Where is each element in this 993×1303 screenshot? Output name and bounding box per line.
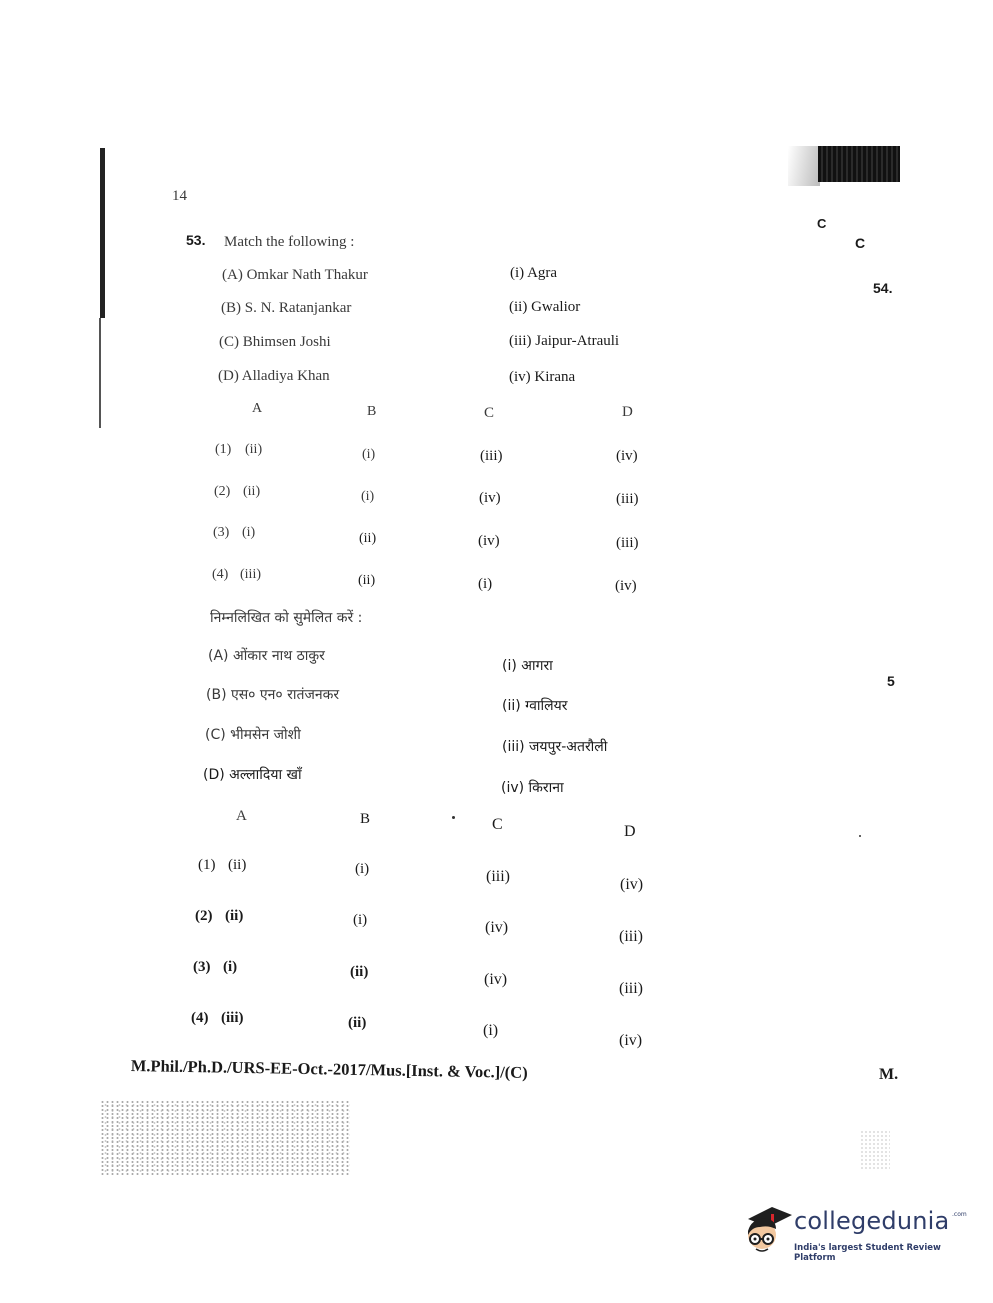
question-number: 53. — [186, 232, 206, 248]
option-a-value: (i) — [242, 525, 256, 540]
col-header-a: A — [236, 808, 247, 824]
right-item-en-ii: (ii) Gwalior — [509, 299, 581, 315]
option-b-value: (ii) — [359, 531, 377, 546]
left-item-en-c: (C) Bhimsen Joshi — [219, 334, 331, 350]
option-b-value: (ii) — [358, 573, 376, 588]
margin-question-number: 54. — [873, 280, 893, 296]
logo-wordmark: collegedunia — [794, 1207, 950, 1235]
option-number: (2) — [214, 484, 231, 499]
left-item-hi-b: (B) एस० एन० रातंजनकर — [206, 687, 340, 703]
option-c-value: (iv) — [485, 919, 509, 936]
scan-dot — [859, 835, 861, 837]
left-item-en-a: (A) Omkar Nath Thakur — [222, 267, 368, 283]
right-item-en-i: (i) Agra — [510, 265, 558, 281]
question-prompt-hi: निम्नलिखित को सुमेलित करें : — [210, 610, 363, 626]
scan-dot — [452, 816, 455, 819]
option-number: (3) — [213, 525, 230, 540]
option-d-value: (iv) — [620, 876, 644, 893]
option-c-value: (i) — [483, 1022, 499, 1039]
option-c-value: (iv) — [484, 971, 508, 988]
option-b-value: (i) — [353, 912, 368, 928]
option-b-value: (ii) — [350, 964, 369, 980]
option-number: (4) — [191, 1010, 209, 1026]
question-prompt-en: Match the following : — [224, 234, 355, 250]
option-b-value: (i) — [355, 861, 370, 877]
option-d-value: (iii) — [616, 535, 639, 551]
collegedunia-logo — [738, 1197, 968, 1267]
right-item-hi-iv: (iv) किराना — [501, 780, 564, 796]
option-c-value: (iii) — [480, 448, 503, 464]
page-number: 14 — [172, 188, 187, 204]
option-a-value: (iii) — [221, 1010, 244, 1026]
logo-tagline: India's largest Student Review Platform — [794, 1243, 941, 1263]
margin-fragment-c2: C — [855, 235, 866, 251]
col-header-c: C — [492, 816, 503, 833]
option-d-value: (iii) — [619, 928, 643, 945]
option-number: (4) — [212, 567, 229, 582]
option-number: (2) — [195, 908, 213, 924]
option-d-value: (iv) — [615, 578, 637, 594]
left-item-hi-d: (D) अल्लादिया खाँ — [203, 767, 302, 783]
option-d-value: (iii) — [619, 980, 643, 997]
option-b-value: (ii) — [348, 1015, 367, 1031]
option-d-value: (iv) — [616, 448, 638, 464]
col-header-a: A — [252, 401, 263, 416]
margin-question-number-cut: 5 — [887, 673, 895, 689]
mascot-icon — [738, 1197, 794, 1261]
logo-suffix: .com — [952, 1211, 967, 1218]
scan-speckle-noise-right — [860, 1130, 890, 1170]
scan-corner-dark-block — [818, 146, 900, 182]
option-a-value: (iii) — [240, 567, 261, 582]
option-d-value: (iii) — [616, 491, 639, 507]
left-item-en-d: (D) Alladiya Khan — [218, 368, 330, 384]
scan-corner-shadow — [788, 146, 820, 186]
left-item-en-b: (B) S. N. Ratanjankar — [221, 300, 352, 316]
col-header-d: D — [624, 823, 636, 840]
col-header-b: B — [367, 404, 377, 419]
col-header-d: D — [622, 404, 633, 420]
option-a-value: (ii) — [225, 908, 244, 924]
option-c-value: (i) — [478, 576, 493, 592]
option-a-value: (ii) — [228, 857, 247, 873]
option-a-value: (ii) — [243, 484, 261, 499]
right-item-en-iv: (iv) Kirana — [509, 369, 576, 385]
option-c-value: (iv) — [479, 490, 501, 506]
scan-speckle-noise — [100, 1100, 350, 1175]
margin-fragment-c1: C — [817, 216, 827, 231]
option-number: (3) — [193, 959, 211, 975]
right-item-en-iii: (iii) Jaipur-Atrauli — [509, 333, 620, 349]
right-item-hi-i: (i) आगरा — [502, 658, 553, 674]
left-item-hi-c: (C) भीमसेन जोशी — [205, 727, 301, 743]
left-item-hi-a: (A) ओंकार नाथ ठाकुर — [208, 648, 325, 664]
option-d-value: (iv) — [619, 1032, 643, 1049]
option-number: (1) — [198, 857, 216, 873]
col-header-b: B — [360, 811, 371, 827]
option-b-value: (i) — [362, 447, 376, 462]
option-c-value: (iii) — [486, 868, 510, 885]
option-c-value: (iv) — [478, 533, 500, 549]
option-a-value: (i) — [223, 959, 238, 975]
right-item-hi-iii: (iii) जयपुर-अतरौली — [502, 739, 608, 755]
right-item-hi-ii: (ii) ग्वालियर — [502, 698, 568, 714]
margin-footer-cut: M. — [879, 1066, 899, 1083]
paper-footer-code: M.Phil./Ph.D./URS-EE-Oct.-2017/Mus.[Inst. & Voc.]/(C) — [130, 1056, 528, 1082]
option-b-value: (i) — [361, 489, 375, 504]
option-a-value: (ii) — [245, 442, 263, 457]
option-number: (1) — [215, 442, 232, 457]
scan-edge-mark — [100, 148, 105, 318]
scan-edge-mark-faint — [99, 318, 101, 428]
col-header-c: C — [484, 405, 495, 421]
